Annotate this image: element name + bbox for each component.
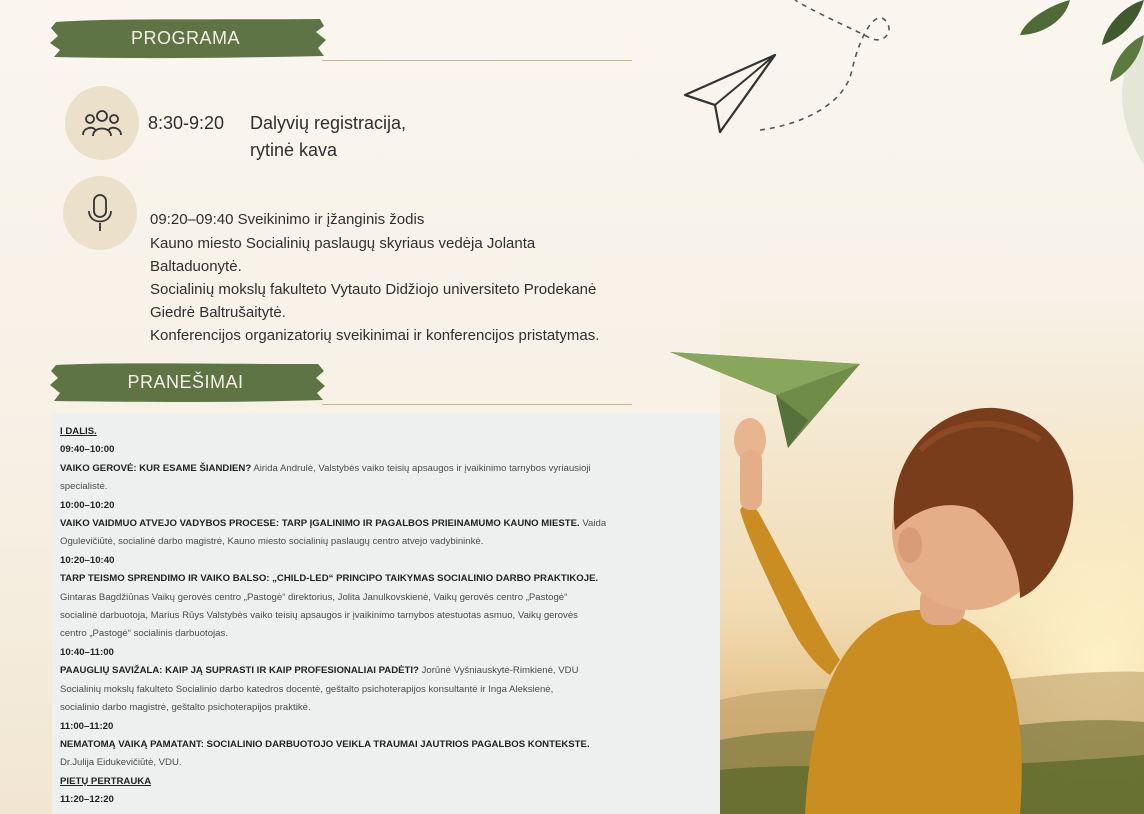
- session-time: 10:40–11:00: [60, 646, 114, 658]
- session-time: 11:00–11:20: [60, 720, 114, 732]
- session-speaker: Jorūnė Vyšniauskytė-Rimkienė, VDU: [418, 665, 579, 677]
- session-speaker: socialinio darbo magistrė, geštalto psichoterapijos praktikė.: [60, 702, 311, 714]
- session-speaker: Dr.Julija Eidukevičiūtė, VDU.: [60, 757, 182, 769]
- session-speaker: specialistė.: [60, 481, 108, 493]
- divider: [322, 404, 632, 405]
- registration-line1: Dalyvių registracija,: [250, 113, 407, 133]
- session-speaker: socialinė darbuotoja, Marius Rūys Valstybės vaiko teisių apsaugos ir įvaikinimo tarnybos atestuotas asmuo, Vaikų gerovės: [60, 610, 578, 622]
- people-group-icon: [65, 86, 139, 160]
- session-speaker: centro „Pastogė“ socialinis darbuotojas.: [60, 628, 228, 640]
- welcome-line1: 09:20–09:40 Sveikinimo ir įžanginis žodis: [150, 211, 425, 228]
- pranesimai-title: PRANEŠIMAI: [127, 371, 244, 392]
- welcome-line6: Konferencijos organizatorių sveikinimai ir konferencijos pristatymas.: [150, 327, 600, 344]
- session-time: 10:00–10:20: [60, 499, 115, 511]
- registration-time: 8:30-9:20: [148, 113, 225, 133]
- session-speaker: Ogulevičiūtė, socialinė darbo magistrė, Kauno miesto socialinių paslaugų centro atvejo vadybininkė.: [60, 536, 484, 548]
- welcome-line4: Socialinių mokslų fakulteto Vytauto Didžiojo universiteto Prodekanė: [150, 281, 597, 298]
- paper-plane-icon: [680, 0, 900, 140]
- session-title: VAIKO GEROVĖ: KUR ESAME ŠIANDIEN?: [60, 462, 252, 474]
- session-speaker: Socialinių mokslų fakulteto Socialinio darbo katedros docentė, geštalto psichoterapijos konsultantė ir Inga Aleksienė,: [60, 683, 554, 695]
- microphone-icon: [63, 176, 137, 250]
- lunch-break: PIETŲ PERTRAUKA: [60, 775, 152, 787]
- session-title: VAIKO VAIDMUO ATVEJO VADYBOS PROCESE: TARP ĮGALINIMO IR PAGALBOS PRIEINAMUMO KAUNO MIESTE.: [60, 518, 580, 530]
- session-speaker: Gintaras Bagdžiūnas Vaikų gerovės centro „Pastogė“ direktorius, Jolita Janulkovskienė, Vaikų gerovės centro „Pastogė“: [60, 591, 568, 603]
- session-speaker: Vaida: [579, 518, 607, 530]
- session-title: NEMATOMĄ VAIKĄ PAMATANT: SOCIALINIO DARBUOTOJO VEIKLA TRAUMAI JAUTRIOS PAGALBOS KONTEKSTE.: [60, 738, 590, 750]
- session-time: 09:40–10:00: [60, 444, 115, 456]
- part-heading: I DALIS.: [60, 426, 97, 437]
- welcome-line3: Baltaduonytė.: [150, 258, 242, 275]
- registration-line2: rytinė kava: [250, 140, 338, 160]
- session-title: PAAUGLIŲ SAVIŽALA: KAIP JĄ SUPRASTI IR KAIP PROFESIONALIAI PADĖTI?: [60, 665, 419, 677]
- welcome-line2: Kauno miesto Socialinių paslaugų skyriaus vedėja Jolanta: [150, 235, 536, 252]
- green-paper-plane: [668, 350, 868, 450]
- divider: [322, 60, 632, 61]
- leaves-decoration: [1010, 0, 1144, 165]
- session-time: 10:20–10:40: [60, 554, 115, 566]
- welcome-line5: Giedrė Baltrušaitytė.: [150, 304, 286, 321]
- session-speaker: Airida Andrulė, Valstybės vaiko teisių apsaugos ir įvaikinimo tarnybos vyriausioji: [251, 462, 591, 474]
- session-title: TARP TEISMO SPRENDIMO IR VAIKO BALSO: „CHILD-LED“ PRINCIPO TAIKYMAS SOCIALINIO DARBO PRAKTIKOJE.: [60, 573, 599, 585]
- session-time: 11:20–12:20: [60, 794, 114, 806]
- schedule-panel: [52, 413, 720, 814]
- programa-title: PROGRAMA: [130, 27, 240, 48]
